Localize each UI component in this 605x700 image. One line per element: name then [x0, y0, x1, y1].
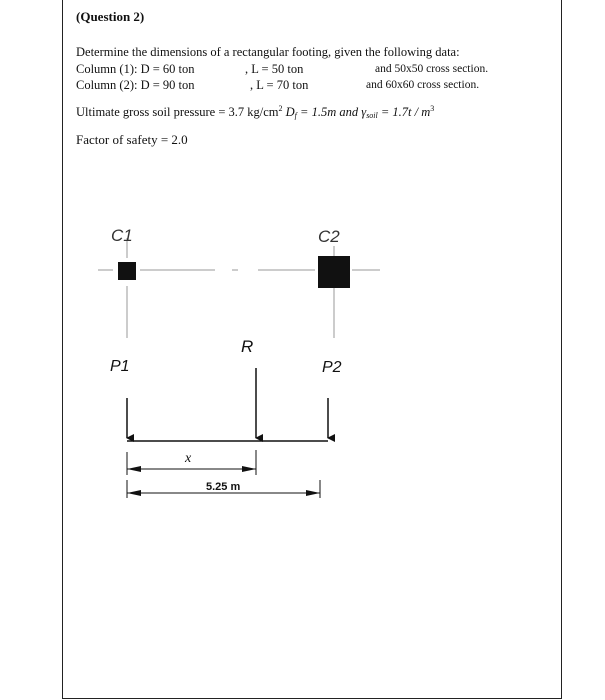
factor-of-safety: Factor of safety = 2.0 [76, 132, 188, 147]
unit-superscript: 2 [278, 104, 283, 113]
column-c1 [118, 262, 136, 280]
dim-x-arrow-right [242, 466, 256, 472]
soil-pressure-text: Ultimate gross soil pressure = 3.7 kg/cm [76, 105, 279, 119]
df-subscript: f [294, 111, 297, 120]
r-label: R [241, 337, 254, 356]
question-title: (Question 2) [76, 9, 145, 24]
dim-x-arrow-left [127, 466, 141, 472]
c2-label: C2 [318, 227, 340, 246]
dim-total-arrow-left [127, 490, 141, 496]
dim-total-arrow-right [306, 490, 320, 496]
gamma-subscript: soil [366, 111, 378, 120]
df-symbol: D [285, 105, 295, 119]
gamma-superscript: 3 [430, 104, 435, 113]
column2-dead-load: Column (2): D = 90 ton [76, 78, 195, 92]
column1-dead-load: Column (1): D = 60 ton [76, 62, 195, 76]
p2-label: P2 [322, 359, 342, 376]
df-value: = 1.5m and [296, 105, 362, 119]
column-c2 [318, 256, 350, 288]
column1-section: and 50x50 cross section. [375, 63, 489, 75]
p1-label: P1 [110, 358, 130, 375]
c1-label: C1 [111, 226, 133, 245]
column2-live-load: , L = 70 ton [250, 78, 309, 92]
dimension-label: 5.25 m [206, 481, 241, 493]
gamma-symbol: γ [361, 105, 367, 119]
x-label: x [185, 451, 192, 466]
column2-section: and 60x60 cross section. [366, 79, 480, 91]
problem-intro: Determine the dimensions of a rectangular footing, given the following data: [76, 45, 460, 59]
gamma-value: = 1.7t / m [377, 105, 431, 119]
column1-live-load: , L = 50 ton [245, 62, 304, 76]
